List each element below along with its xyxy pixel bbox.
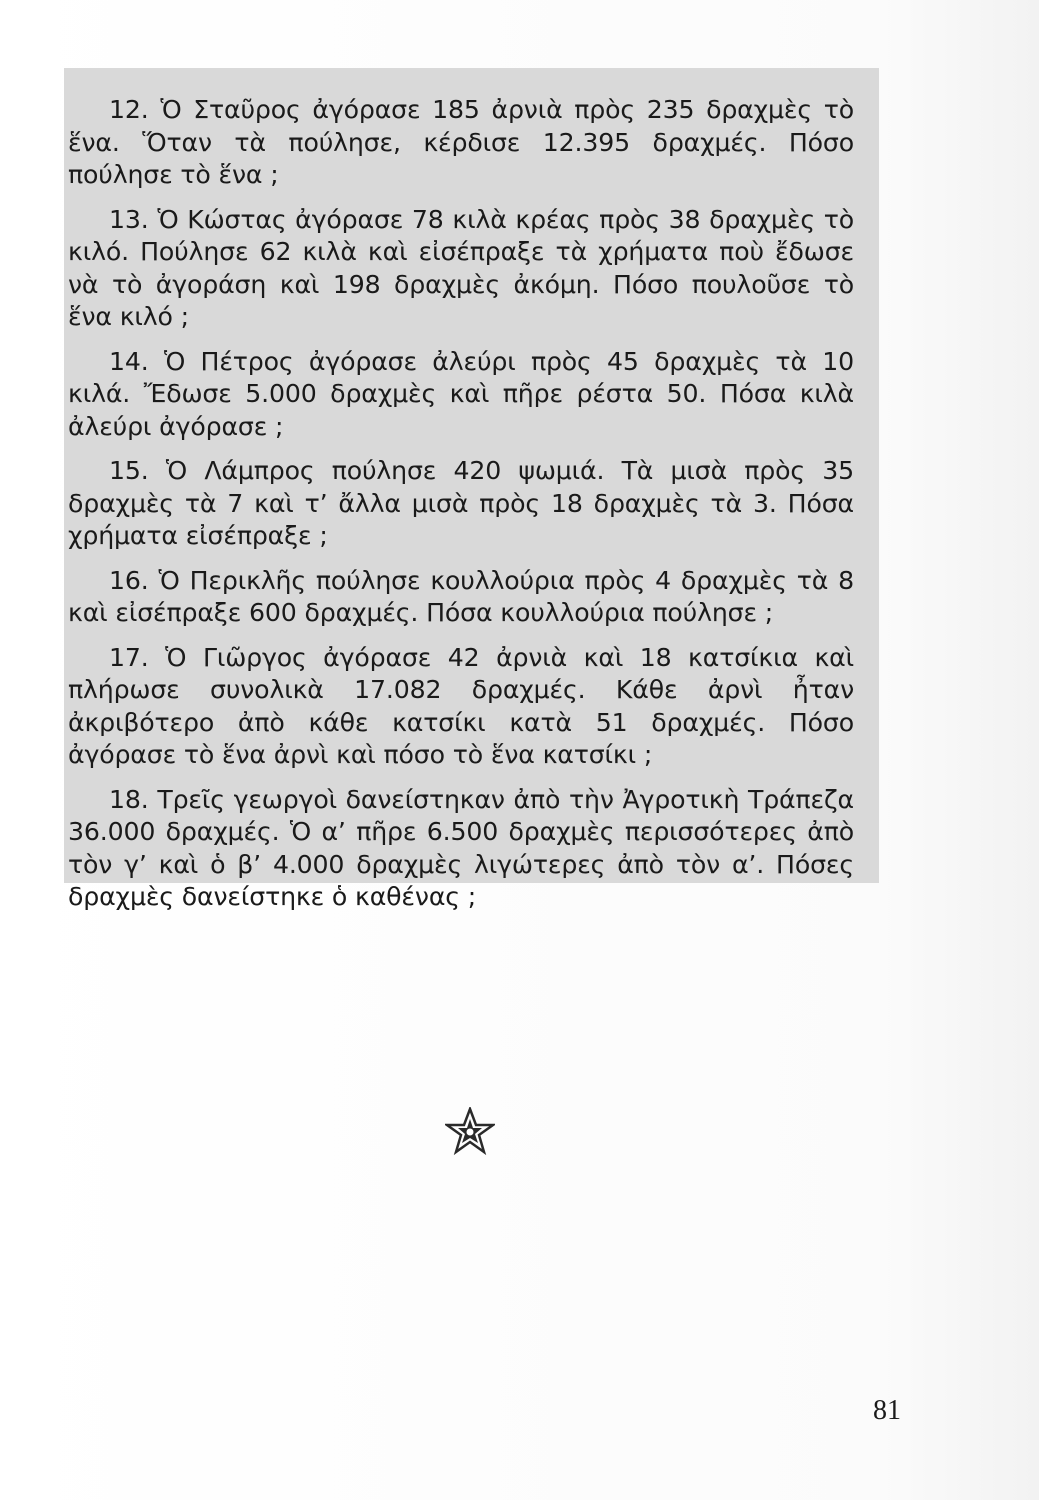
exercise-text: Ὁ Πέτρος ἀγόρασε ἀλεύρι πρὸς 45 δραχμὲς τὰ 10 κιλά. Ἔδωσε 5.000 δραχμὲς καὶ πῆρε ρέστα 50. Πόσα κιλὰ ἀλεύρι ἀγόρασε ; xyxy=(68,346,855,441)
exercise-text: Ὁ Σταῦρος ἀγόρασε 185 ἀρνιὰ πρὸς 235 δραχμὲς τὸ ἕνα. Ὅταν τὰ πούλησε, κέρδισε 12.395 δραχμές. Πόσο πούλησε τὸ ἕνα ; xyxy=(68,95,854,189)
exercise-text: Ὁ Λάμπρος πούλησε 420 ψωμιά. Τὰ μισὰ πρὸς 35 δραχμὲς τὰ 7 καὶ τ’ ἄλλα μισὰ πρὸς 18 δραχμὲς τὰ 3. Πόσα χρήματα εἰσέπραξε ; xyxy=(68,456,854,550)
exercise-number: 15. xyxy=(109,456,149,485)
star-ornament-icon xyxy=(445,1107,495,1157)
exercise-number: 17. xyxy=(109,642,149,672)
exercise-text: Τρεῖς γεωργοὶ δανείστηκαν ἀπὸ τὴν Ἀγροτικὴ Τράπεζα 36.000 δραχμές. Ὁ α’ πῆρε 6.500 δραχμὲς περισσότερες ἀπὸ τὸν γ’ καὶ ὁ β’ 4.000 δραχμὲς λιγώτερες ἀπὸ τὸν α’. Πόσες δραχμὲς δανείστηκε ὁ καθένας ; xyxy=(68,784,854,911)
exercise-number: 13. xyxy=(109,204,149,234)
exercise-text: Ὁ Γιῶργος ἀγόρασε 42 ἀρνιὰ καὶ 18 κατσίκια καὶ πλήρωσε συνολικὰ 17.082 δραχμές. Κάθε ἀρνὶ ἦταν ἀκριβότερο ἀπὸ κάθε κατσίκι κατὰ 51 δραχμές. Πόσο ἀγόρασε τὸ ἕνα ἀρνὶ καὶ πόσο τὸ ἕνα κατσίκι ; xyxy=(68,642,855,769)
exercise-number: 12. xyxy=(109,95,149,124)
exercise-item xyxy=(64,346,854,444)
exercise-number: 14. xyxy=(109,346,149,376)
page-number: 81 xyxy=(873,1395,901,1426)
exercise-number: 18. xyxy=(109,784,149,814)
exercise-item xyxy=(64,642,854,772)
exercise-item xyxy=(64,784,854,914)
exercise-item xyxy=(64,94,854,192)
exercise-item xyxy=(64,455,854,553)
exercise-list xyxy=(64,94,854,926)
exercise-text: Ὁ Κώστας ἀγόρασε 78 κιλὰ κρέας πρὸς 38 δραχμὲς τὸ κιλό. Πούλησε 62 κιλὰ καὶ εἰσέπραξε τὰ χρήματα ποὺ ἔδωσε νὰ τὸ ἀγοράση καὶ 198 δραχμὲς ἀκόμη. Πόσο πουλοῦσε τὸ ἕνα κιλό ; xyxy=(68,204,855,331)
exercise-number: 16. xyxy=(109,565,149,595)
exercise-item xyxy=(64,565,854,630)
exercise-text: Ὁ Περικλῆς πούλησε κουλλούρια πρὸς 4 δραχμὲς τὰ 8 καὶ εἰσέπραξε 600 δραχμές. Πόσα κουλλούρια πούλησε ; xyxy=(68,565,854,627)
exercise-item xyxy=(64,204,854,334)
